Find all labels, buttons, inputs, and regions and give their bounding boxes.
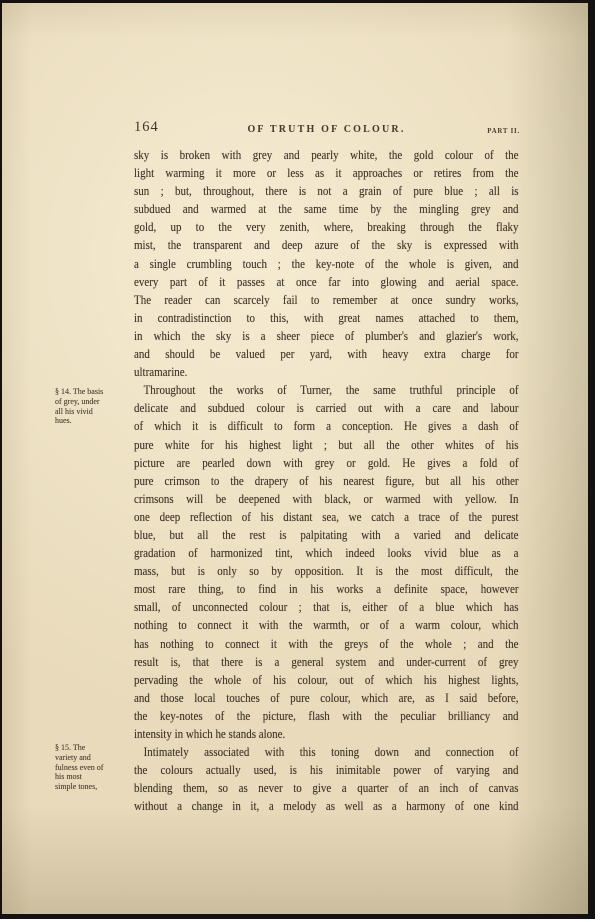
text-line: nothing to connect it with the warmth, or of a warm colour, which xyxy=(134,618,519,633)
text-line: sun ; but, throughout, there is not a grain of pure blue ; all is xyxy=(134,184,519,199)
text-line: the key-notes of the picture, flash with the peculiar brilliancy and xyxy=(134,708,519,723)
text-line: crimsons will be deepened with black, or warmed with yellow. In xyxy=(134,491,519,506)
margin-note-line: his most xyxy=(55,772,82,782)
running-title: OF TRUTH OF COLOUR. xyxy=(247,124,406,135)
text-line: mass, but is only so by opposition. It is the most difficult, the xyxy=(134,564,519,579)
body-text-column xyxy=(134,146,519,815)
text-line: pure white for his highest light ; but all the other whites of his xyxy=(134,437,519,452)
text-line: pure crimson to the drapery of his nearest figure, but all his other xyxy=(134,473,519,488)
margin-note-15 xyxy=(55,743,141,792)
text-line: result is, that there is a general system and under-current of grey xyxy=(134,654,519,669)
text-line: has nothing to connect it with the greys of the whole ; and the xyxy=(134,636,519,651)
margin-note-line: § 15. The xyxy=(55,743,86,752)
margin-note-line: all his vivid xyxy=(55,406,93,416)
text-line: mist, the transparent and deep azure of the sky is expressed with xyxy=(134,238,519,253)
text-line: the colours actually used, is his inimitable power of varying and xyxy=(134,763,519,778)
text-line: and should be valued per yard, with heavy extra charge for xyxy=(134,347,519,362)
text-line: Intimately associated with this toning down and connection of xyxy=(143,745,519,760)
margin-note-line: fulness even of xyxy=(55,762,104,772)
margin-note-line: variety and xyxy=(55,752,91,762)
text-line: most rare thing, to find in his works a definite space, however xyxy=(134,582,519,597)
text-line: and those local touches of pure colour, which are, as I said before, xyxy=(134,690,519,705)
text-line: Throughout the works of Turner, the same truthful principle of xyxy=(143,383,519,398)
margin-note-line: hues. xyxy=(55,416,72,426)
text-line: blue, but all the rest is palpitating with a varied and delicate xyxy=(134,527,519,542)
text-line: one deep reflection of his distant sea, we catch a trace of the purest xyxy=(134,509,519,524)
page-number: 164 xyxy=(134,119,159,135)
text-line: small, of unconnected colour ; that is, either of a blue which has xyxy=(134,600,519,615)
text-line: subdued and warmed at the same time by the mingling grey and xyxy=(134,202,519,217)
margin-note-line: of grey, under xyxy=(55,396,100,406)
part-label: PART II. xyxy=(487,128,520,135)
text-line: picture are pearled down with grey or gold. He gives a fold of xyxy=(134,455,519,470)
text-line: gold, up to the very zenith, where, breaking through the flaky xyxy=(134,220,519,235)
text-line: blending them, so as never to give a quarter of an inch of canvas xyxy=(134,781,519,796)
text-line: pervading the whole of his colour, out of which his highest lights, xyxy=(134,672,519,687)
text-line: light warming it more or less as it approaches or retires from the xyxy=(134,166,519,181)
text-line: a single crumbling touch ; the key-note of the whole is given, and xyxy=(134,256,519,271)
text-line: without a change in it, a melody as well as a harmony of one kind xyxy=(134,799,519,814)
text-line: every part of it passes at once far into glowing and aerial space. xyxy=(134,274,519,289)
margin-note-line: simple tones, xyxy=(55,782,98,792)
margin-note-14 xyxy=(55,387,141,426)
text-line: ultramarine. xyxy=(134,365,188,380)
text-line: delicate and subdued colour is carried out with a care and labour xyxy=(134,401,519,416)
text-line: sky is broken with grey and pearly white, the gold colour of the xyxy=(134,148,519,162)
margin-note-line: § 14. The basis xyxy=(55,387,104,396)
text-line: intensity in which he stands alone. xyxy=(134,727,286,741)
text-line: in contradistinction to this, with great names attached to them, xyxy=(134,310,519,325)
text-line: of which it is difficult to form a conception. He gives a dash of xyxy=(134,419,519,434)
text-line: in which the sky is a sheer piece of plumber's and glazier's work, xyxy=(134,328,519,343)
text-line: gradation of harmonized tint, which indeed looks vivid blue as a xyxy=(134,546,519,561)
text-line: The reader can scarcely fail to remember at once sundry works, xyxy=(134,292,519,307)
